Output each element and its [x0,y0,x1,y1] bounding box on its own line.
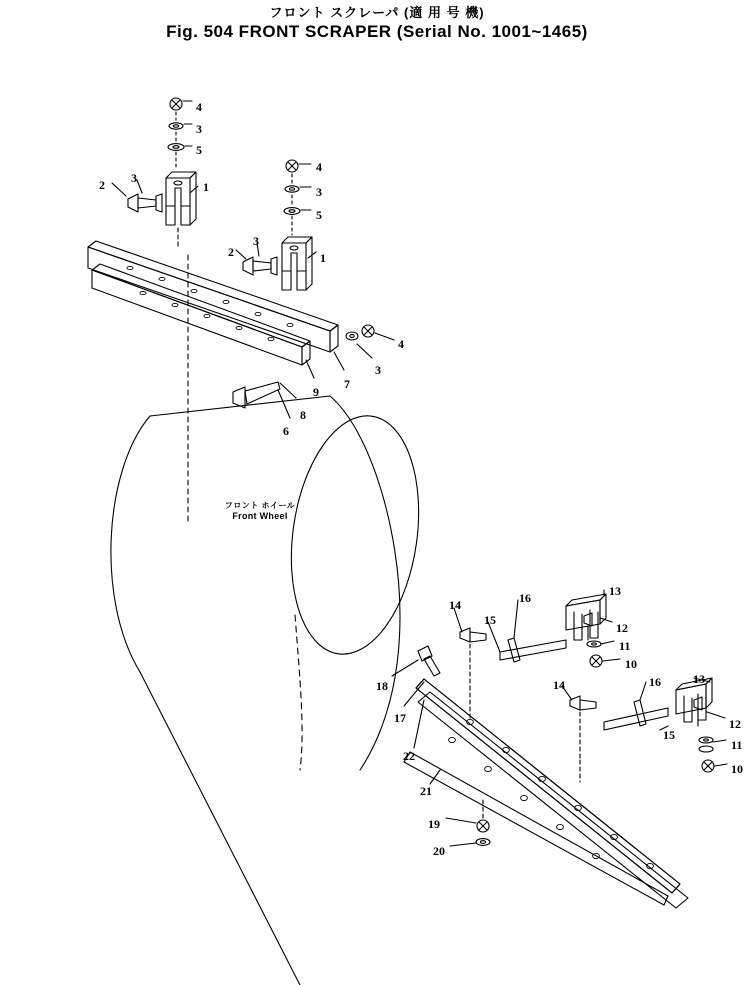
callout-number-5: 5 [196,143,202,157]
part-washer-11-lower [699,737,713,743]
callout-number-15: 15 [484,613,496,627]
callout-number-9: 9 [313,385,319,399]
leader-2-left [112,183,126,196]
part-bolt-2-right [243,257,271,275]
callout-number-10: 10 [625,657,637,671]
leader-11-lower [713,740,726,742]
callout-number-18: 18 [376,679,388,693]
callout-number-6: 6 [283,424,289,438]
part-washer-11b-lower [699,746,713,752]
callout-number-11: 11 [619,639,631,653]
front-wheel-label-en: Front Wheel [232,511,288,521]
leader-2-right [236,250,246,259]
callout-number-20: 20 [433,844,445,858]
part-blade-7 [88,241,338,352]
callout-number-4: 4 [316,160,322,174]
part-rod-15-upper [500,640,566,660]
part-blade-21 [404,752,668,905]
callout-number-1: 1 [203,180,209,194]
leader-3b-left [137,180,142,193]
callout-number-8: 8 [300,408,306,422]
title-english: Fig. 504 FRONT SCRAPER (Serial No. 1001~1465) [166,22,588,41]
part-nut-10-upper [590,655,602,667]
part-washer-5-right [284,208,300,215]
callout-number-14: 14 [553,678,565,692]
part-bolt-4-right [286,160,298,172]
callout-number-2: 2 [99,178,105,192]
callout-number-16: 16 [519,591,531,605]
callout-number-17: 17 [394,711,406,725]
callout-number-12: 12 [616,621,628,635]
part-washer-20 [476,839,490,846]
part-bolt-18 [418,646,440,676]
callout-number-4: 4 [398,337,404,351]
callout-number-15: 15 [663,728,675,742]
part-washer-3b-right [271,257,277,275]
front-wheel-caption [175,500,345,521]
leader-19 [446,818,476,823]
part-bolt-14-upper [460,628,486,642]
part-nut-19 [477,820,489,832]
part-washer-3b-left [156,194,162,212]
callout-number-10: 10 [731,762,743,776]
callout-number-19: 19 [428,817,440,831]
leader-4-blade [375,333,394,340]
leader-1-left [190,186,198,193]
part-nut-4-blade [362,325,374,337]
title-japanese: フロント スクレーパ (適 用 号 機) [269,5,485,20]
front-wheel-label-jp: フロント ホイール [224,501,296,510]
callout-number-22: 22 [403,749,415,763]
part-bolt-4-left [170,98,182,110]
leader-16-lower [640,682,646,700]
part-bracket-1-right [282,237,312,290]
part-bolt-14-lower [570,696,596,710]
leader-8 [280,383,296,398]
part-nut-10-lower [702,760,714,772]
callout-number-11: 11 [731,738,743,752]
part-blade-22 [418,692,688,908]
callout-number-3: 3 [375,363,381,377]
callout-number-14: 14 [449,598,461,612]
leader-10-upper [603,659,620,661]
leader-16-upper [514,600,518,638]
part-clamp-13-upper [566,594,606,640]
callout-number-3: 3 [131,171,137,185]
callout-number-5: 5 [316,208,322,222]
leader-12-lower [707,712,725,718]
leader-20 [450,843,476,846]
leader-9 [306,360,314,378]
callout-number-3: 3 [316,185,322,199]
callout-number-4: 4 [196,100,202,114]
leader-10-lower [715,764,727,766]
leader-6 [278,390,290,418]
callout-number-3: 3 [196,122,202,136]
part-washer-5-left [168,144,184,151]
blade-holes-upper [127,266,293,340]
callout-number-3: 3 [253,234,259,248]
part-bracket-1-left [166,172,196,225]
callout-number-13: 13 [693,672,705,686]
leader-11-upper [601,641,614,644]
callout-number-1: 1 [320,251,326,265]
part-blade-9 [92,264,310,365]
leader-17 [404,682,424,706]
part-washer-3-left [169,123,183,129]
leader-22 [414,700,424,748]
part-bolt-2-left [128,194,156,212]
callout-number-2: 2 [228,245,234,259]
callout-number-21: 21 [420,784,432,798]
callout-number-7: 7 [344,377,350,391]
leader-7 [334,352,344,370]
callout-number-16: 16 [649,675,661,689]
part-washer-3-right [285,186,299,192]
callout-number-12: 12 [729,717,741,731]
callout-number-13: 13 [609,584,621,598]
leader-3-blade [357,344,372,358]
part-washer-3-blade [346,332,358,340]
part-washer-11-upper [587,641,601,647]
